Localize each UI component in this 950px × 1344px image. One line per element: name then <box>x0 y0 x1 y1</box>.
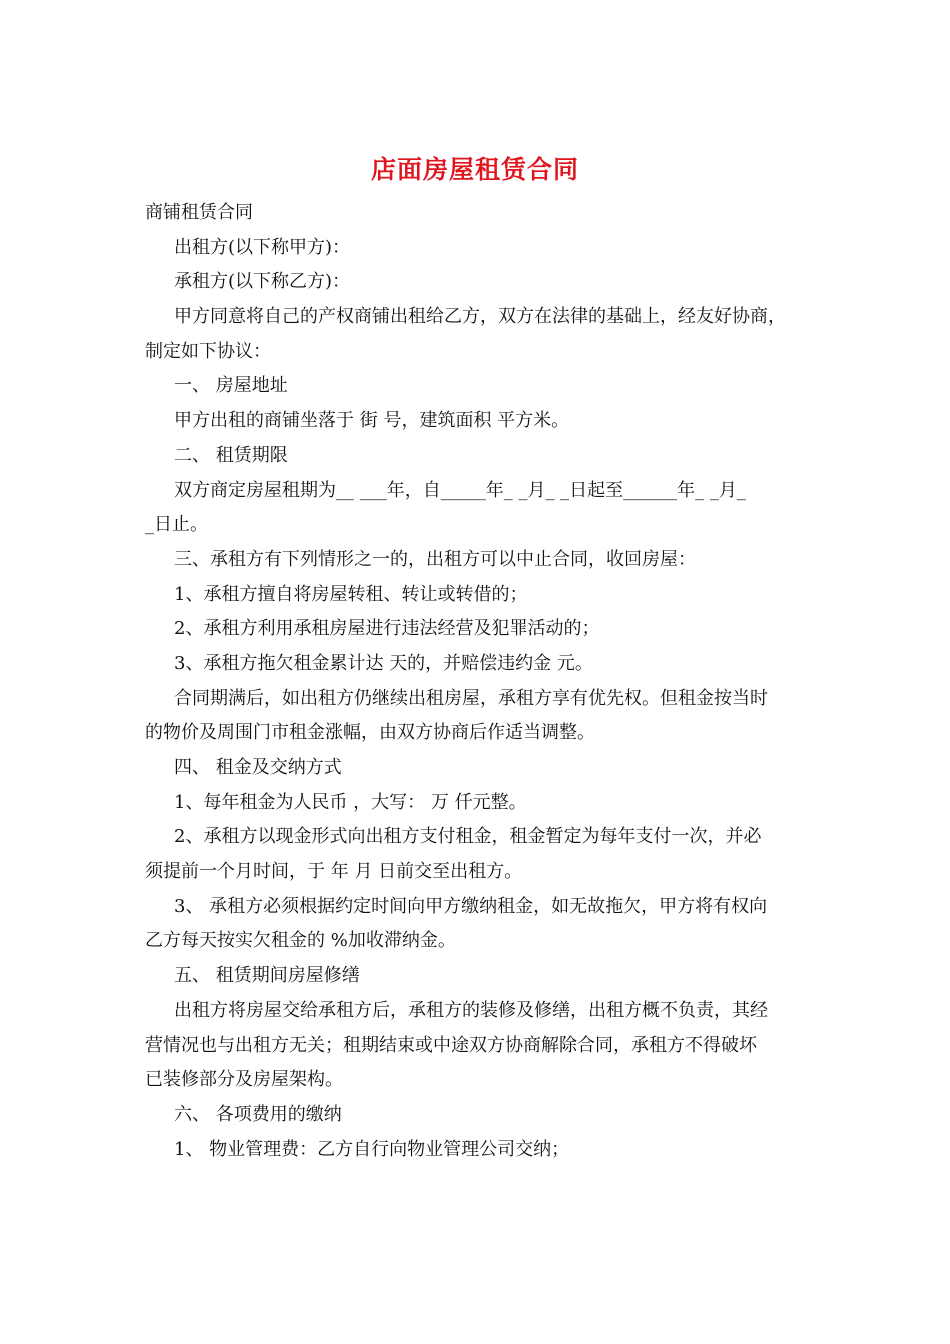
document-line: 商铺租赁合同 <box>145 202 253 223</box>
document-line: 2、承租方以现金形式向出租方支付租金，租金暂定为每年支付一次，并必 <box>174 826 762 848</box>
document-line: 三、承租方有下列情形之一的，出租方可以中止合同，收回房屋： <box>174 548 696 570</box>
document-line: 双方商定房屋租期为__ ___年，自_____年_ _月_ _日起至______年_ _月_ <box>174 479 746 501</box>
document-line: 2、承租方利用承租房屋进行违法经营及犯罪活动的； <box>174 618 600 640</box>
document-line: 出租方(以下称甲方)： <box>174 236 351 258</box>
document-title: 店面房屋租赁合同 <box>370 155 579 184</box>
document-line: 1、每年租金为人民币 ，大写： 万 仟元整。 <box>174 791 527 813</box>
document-line: 3、承租方拖欠租金累计达 天的，并赔偿违约金 元。 <box>174 652 593 674</box>
document-body <box>145 196 815 1167</box>
document-line: 四、 租金及交纳方式 <box>174 757 342 778</box>
document-line: 六、 各项费用的缴纳 <box>174 1103 342 1125</box>
document-line: 一、 房屋地址 <box>174 375 288 397</box>
document-line: 已装修部分及房屋架构。 <box>145 1069 343 1091</box>
document-line: 五、 租赁期间房屋修缮 <box>174 965 360 987</box>
document-line: 3、 承租方必须根据约定时间向甲方缴纳租金，如无故拖欠，甲方将有权向 <box>174 895 768 917</box>
document-line: 出租方将房屋交给承租方后，承租方的装修及修缮，出租方概不负责，其经 <box>174 999 768 1021</box>
document-line: 合同期满后，如出租方仍继续出租房屋，承租方享有优先权。但租金按当时 <box>174 687 768 709</box>
document-line: 甲方同意将自己的产权商铺出租给乙方，双方在法律的基础上，经友好协商， <box>174 306 786 328</box>
document-line: 1、 物业管理费：乙方自行向物业管理公司交纳； <box>174 1138 570 1160</box>
document-line: 乙方每天按实欠租金的 %加收滞纳金。 <box>145 930 456 952</box>
document-line: 的物价及周围门市租金涨幅，由双方协商后作适当调整。 <box>145 722 595 744</box>
document-line: 须提前一个月时间，于 年 月 日前交至出租方。 <box>145 861 523 883</box>
document-line: 制定如下协议： <box>145 340 271 362</box>
document-line: 承租方(以下称乙方)： <box>174 271 351 293</box>
document-line: _日止。 <box>145 514 208 536</box>
document-line: 营情况也与出租方无关；租期结束或中途双方协商解除合同，承租方不得破坏 <box>145 1034 757 1056</box>
document-line: 二、 租赁期限 <box>174 444 288 466</box>
document-line: 1、承租方擅自将房屋转租、转让或转借的； <box>174 583 528 605</box>
document-line: 甲方出租的商铺坐落于 街 号，建筑面积 平方米。 <box>174 410 570 432</box>
